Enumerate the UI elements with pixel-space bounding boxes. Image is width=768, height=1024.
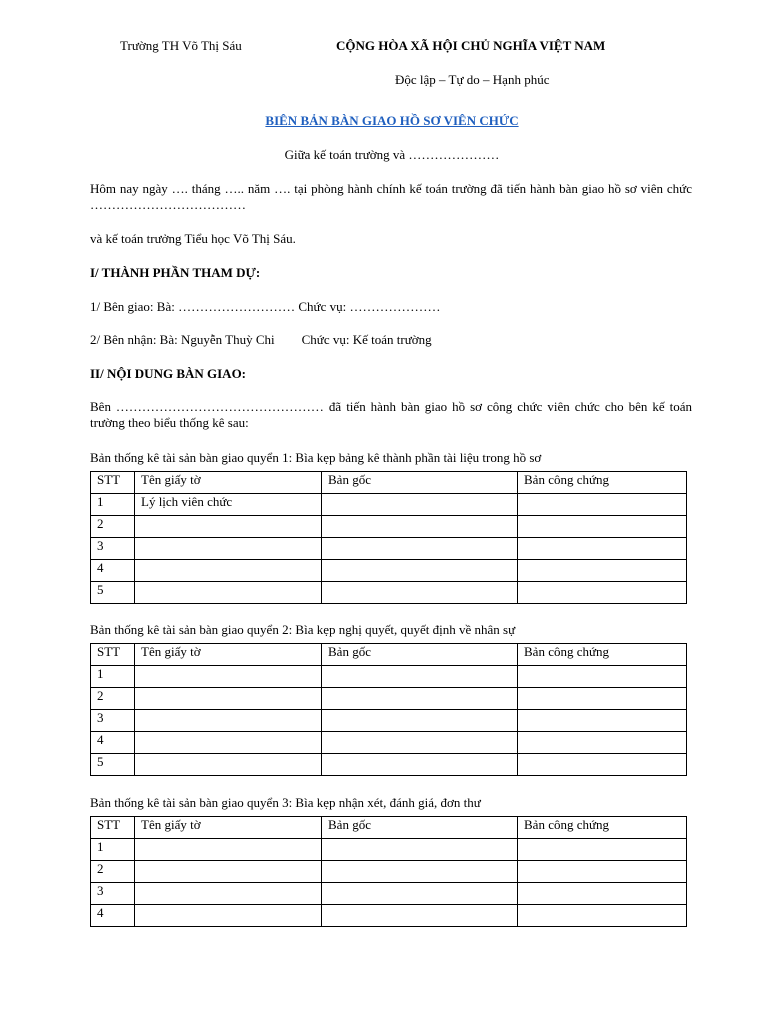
header-document-name: Tên giấy tờ — [135, 472, 322, 494]
cell-stt: 3 — [91, 883, 135, 905]
cell-notarized — [518, 688, 687, 710]
header-notarized: Bản công chứng — [518, 817, 687, 839]
cell-original — [322, 582, 518, 604]
cell-original — [322, 688, 518, 710]
asset-table-2 — [90, 643, 687, 776]
table-1-caption: Bản thống kê tài sản bàn giao quyển 1: Bìa kẹp bảng kê thành phần tài liệu trong hồ sơ — [90, 450, 542, 465]
cell-notarized — [518, 538, 687, 560]
cell-notarized — [518, 732, 687, 754]
header-stt: STT — [91, 472, 135, 494]
intro-continuation: và kế toán trưởng Tiểu học Võ Thị Sáu. — [90, 231, 296, 246]
cell-original — [322, 494, 518, 516]
table-header-row — [91, 817, 687, 839]
asset-table-3 — [90, 816, 687, 927]
national-motto: Độc lập – Tự do – Hạnh phúc — [395, 72, 550, 87]
cell-notarized — [518, 560, 687, 582]
cell-original — [322, 905, 518, 927]
cell-document-name — [135, 582, 322, 604]
table-2-caption: Bản thống kê tài sản bàn giao quyển 2: Bìa kẹp nghị quyết, quyết định về nhân sự — [90, 622, 516, 637]
receiver-name: 2/ Bên nhận: Bà: Nguyễn Thuỳ Chi — [90, 332, 275, 347]
table-row — [91, 754, 687, 776]
cell-stt: 1 — [91, 666, 135, 688]
cell-stt: 5 — [91, 582, 135, 604]
table-row — [91, 538, 687, 560]
cell-document-name — [135, 516, 322, 538]
table-row — [91, 732, 687, 754]
header-original: Bản gốc — [322, 817, 518, 839]
cell-notarized — [518, 494, 687, 516]
national-header: CỘNG HÒA XÃ HỘI CHỦ NGHĨA VIỆT NAM — [336, 38, 606, 53]
cell-original — [322, 754, 518, 776]
table-row — [91, 839, 687, 861]
table-row — [91, 516, 687, 538]
table-row — [91, 710, 687, 732]
header-stt: STT — [91, 817, 135, 839]
section-participants-heading: I/ THÀNH PHẦN THAM DỰ: — [90, 265, 261, 280]
cell-original — [322, 516, 518, 538]
cell-original — [322, 560, 518, 582]
parties-line: Giữa kế toán trường và ………………… — [284, 147, 500, 162]
cell-original — [322, 732, 518, 754]
intro-paragraph: Hôm nay ngày …. tháng ….. năm …. tại phòng hành chính kế toán trường đã tiến hành bàn giao hồ sơ viên chức ……………………………… — [90, 181, 692, 212]
cell-document-name — [135, 560, 322, 582]
cell-stt: 1 — [91, 839, 135, 861]
cell-notarized — [518, 861, 687, 883]
cell-notarized — [518, 905, 687, 927]
cell-document-name: Lý lịch viên chức — [135, 494, 322, 516]
cell-stt: 2 — [91, 861, 135, 883]
cell-stt: 2 — [91, 516, 135, 538]
table-3-caption: Bản thống kê tài sản bàn giao quyển 3: Bìa kẹp nhận xét, đánh giá, đơn thư — [90, 795, 481, 810]
cell-notarized — [518, 839, 687, 861]
cell-notarized — [518, 883, 687, 905]
cell-original — [322, 839, 518, 861]
giver-line: 1/ Bên giao: Bà: ……………………… Chức vụ: ………………… — [90, 299, 441, 314]
cell-document-name — [135, 861, 322, 883]
header-stt: STT — [91, 644, 135, 666]
cell-stt: 1 — [91, 494, 135, 516]
table-row — [91, 861, 687, 883]
cell-notarized — [518, 710, 687, 732]
header-document-name: Tên giấy tờ — [135, 817, 322, 839]
school-name: Trường TH Võ Thị Sáu — [120, 38, 242, 53]
cell-notarized — [518, 582, 687, 604]
cell-stt: 3 — [91, 538, 135, 560]
cell-document-name — [135, 538, 322, 560]
asset-table-1 — [90, 471, 687, 604]
cell-original — [322, 883, 518, 905]
receiver-position: Chức vụ: Kế toán trường — [301, 332, 432, 347]
cell-stt: 4 — [91, 560, 135, 582]
header-notarized: Bản công chứng — [518, 472, 687, 494]
header-document-name: Tên giấy tờ — [135, 644, 322, 666]
cell-original — [322, 538, 518, 560]
cell-document-name — [135, 666, 322, 688]
cell-document-name — [135, 754, 322, 776]
cell-stt: 2 — [91, 688, 135, 710]
cell-stt: 4 — [91, 732, 135, 754]
header-original: Bản gốc — [322, 644, 518, 666]
cell-document-name — [135, 883, 322, 905]
table-row — [91, 883, 687, 905]
cell-document-name — [135, 905, 322, 927]
table-row — [91, 688, 687, 710]
section-content-heading: II/ NỘI DUNG BÀN GIAO: — [90, 366, 247, 381]
receiver-line — [90, 332, 692, 348]
table-row — [91, 582, 687, 604]
cell-stt: 4 — [91, 905, 135, 927]
cell-original — [322, 666, 518, 688]
header-notarized: Bản công chứng — [518, 644, 687, 666]
cell-document-name — [135, 688, 322, 710]
table-row — [91, 494, 687, 516]
cell-stt: 5 — [91, 754, 135, 776]
content-paragraph: Bên ………………………………………… đã tiến hành bàn giao hồ sơ công chức viên chức cho bên kế toán trường theo biểu thống kê sau: — [90, 399, 692, 430]
table-row — [91, 560, 687, 582]
cell-document-name — [135, 710, 322, 732]
cell-stt: 3 — [91, 710, 135, 732]
document-title: BIÊN BẢN BÀN GIAO HỒ SƠ VIÊN CHỨC — [265, 113, 519, 128]
cell-document-name — [135, 732, 322, 754]
cell-original — [322, 710, 518, 732]
table-row — [91, 666, 687, 688]
cell-notarized — [518, 666, 687, 688]
table-header-row — [91, 472, 687, 494]
table-row — [91, 905, 687, 927]
header-original: Bản gốc — [322, 472, 518, 494]
cell-notarized — [518, 754, 687, 776]
table-header-row — [91, 644, 687, 666]
cell-document-name — [135, 839, 322, 861]
cell-notarized — [518, 516, 687, 538]
cell-original — [322, 861, 518, 883]
